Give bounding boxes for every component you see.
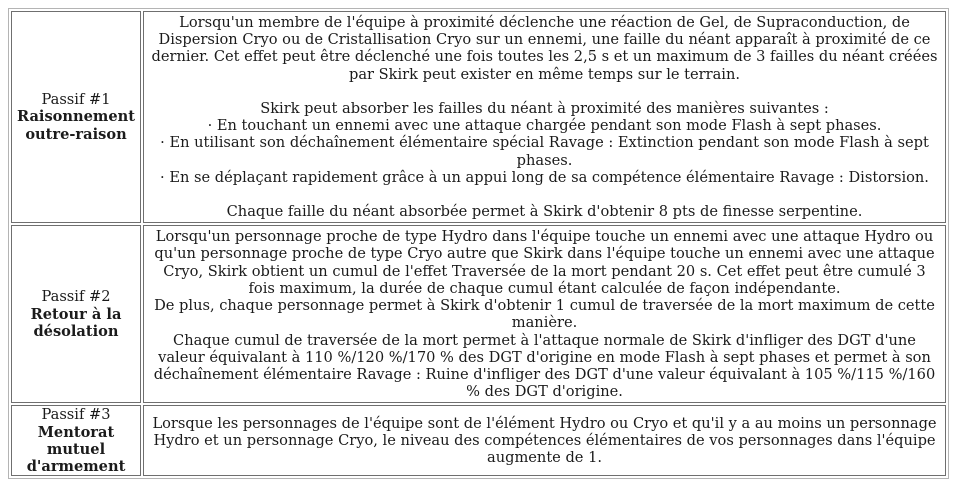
passive-1-name: Raisonnement outre-raison [17,108,135,143]
passive-3-label-cell [11,405,141,476]
passives-table [8,8,949,479]
description-paragraph: Lorsqu'un membre de l'équipe à proximité déclenche une réaction de Gel, de Supraconduction, de Dispersion Cryo ou de Cristallisation Cryo sur un ennemi, une faille du néant apparaît à proximité de ce dernier. Cet effet peut être déclenché une fois toutes les 2,5 s et un maximum de 3 failles du néant créées par Skirk peut exister en même temps sur le terrain. [151,14,938,83]
passive-1-label-cell [11,11,141,223]
passive-2-title: Passif #2 [41,288,111,306]
description-bullet: · En touchant un ennemi avec une attaque chargée pendant son mode Flash à sept phases. [207,117,882,135]
description-bullet: · En se déplaçant rapidement grâce à un appui long de sa compétence élémentaire Ravage : Distorsion. [160,168,929,186]
passive-2-description-cell [143,225,946,403]
description-paragraph: Chaque cumul de traversée de la mort permet à l'attaque normale de Skirk d'infliger des DGT d'une valeur équivalant à 110 %/120 %/170 % des DGT d'origine en mode Flash à sept phases et permet à son déchaînement élémentaire Ravage : Ruine d'infliger des DGT d'une valeur équivalant à 105 %/115 %/160 % des DGT d'origine. [153,331,936,401]
passive-3-name: Mentorat mutuel d'armement [26,423,126,476]
description-paragraph: Skirk peut absorber les failles du néant à proximité des manières suivantes : [260,99,829,117]
passive-1-description-cell [143,11,946,223]
description-bullet: · En utilisant son déchaînement élémentaire spécial Ravage : Extinction pendant son mode Flash à sept phases. [160,134,929,169]
passive-3-description-cell [143,405,946,476]
description-paragraph: Lorsque les personnages de l'équipe sont de l'élément Hydro ou Cryo et qu'il y a au moins un personnage Hydro et un personnage Cryo, le niveau des compétences élémentaires de vos personnages dans l'équipe augmente de 1. [152,414,937,467]
passive-2-name: Retour à la désolation [30,305,122,340]
table-row-passive-2 [11,225,946,403]
table-row-passive-1 [11,11,946,223]
description-paragraph: Chaque faille du néant absorbée permet à Skirk d'obtenir 8 pts de finesse serpentine. [226,202,863,220]
passive-1-title: Passif #1 [41,91,111,109]
description-paragraph: Lorsqu'un personnage proche de type Hydro dans l'équipe touche un ennemi avec une attaque Hydro ou qu'un personnage proche de type Cryo autre que Skirk dans l'équipe touche un ennemi avec une attaque Cryo, Skirk obtient un cumul de l'effet Traversée de la mort pendant 20 s. Cet effet peut être cumulé 3 fois maximum, la durée de chaque cumul étant calculée de façon indépendante. [154,228,935,297]
passive-3-title: Passif #3 [41,406,111,424]
table-row-passive-3 [11,405,946,476]
description-paragraph: De plus, chaque personnage permet à Skirk d'obtenir 1 cumul de traversée de la mort maximum de cette manière. [154,297,935,332]
passive-2-label-cell [11,225,141,403]
